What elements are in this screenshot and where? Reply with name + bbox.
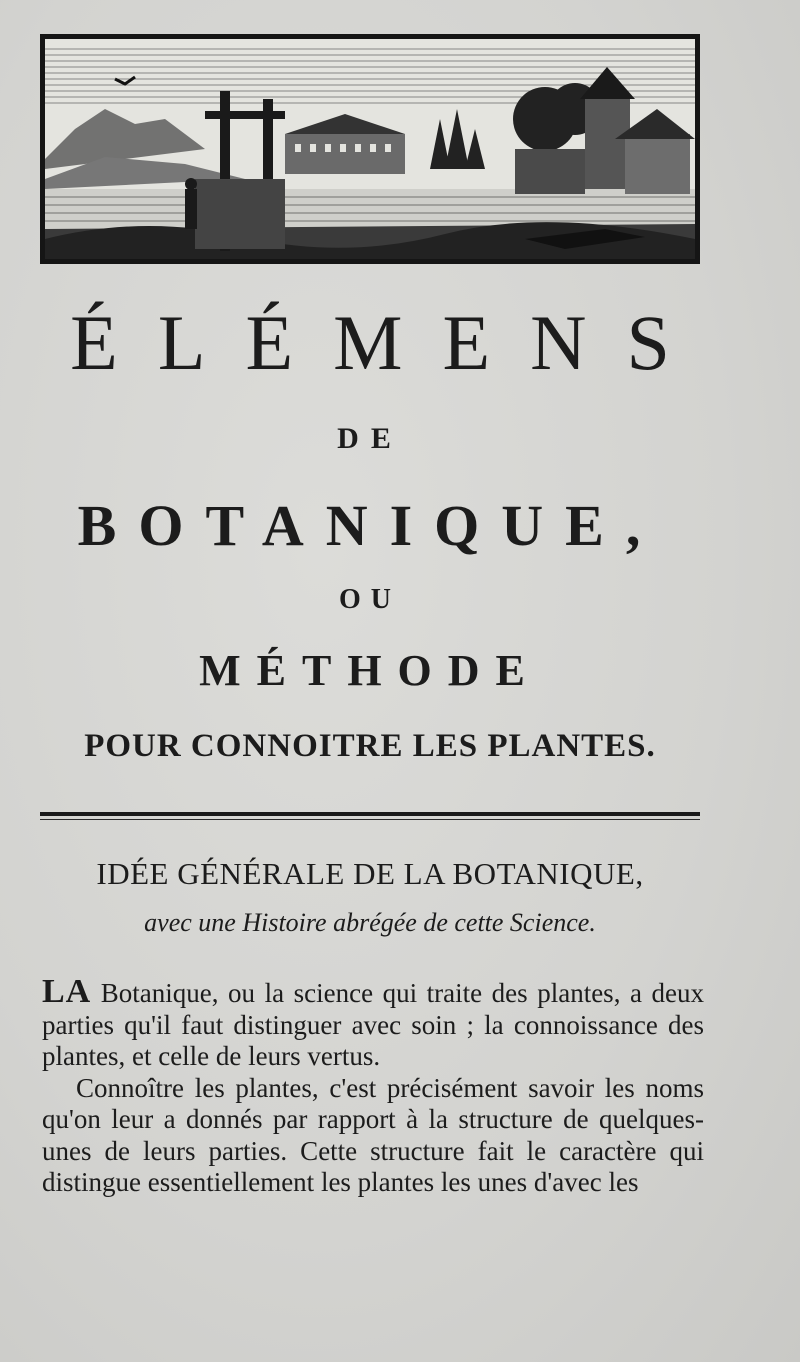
- title-pour-connoitre: POUR CONNOITRE LES PLANTES.: [84, 728, 656, 764]
- section-heading: IDÉE GÉNÉRALE DE LA BOTANIQUE,: [96, 856, 644, 891]
- title-methode: MÉTHODE: [199, 646, 541, 695]
- divider-thin: [40, 819, 700, 820]
- section-subheading: avec une Histoire abrégée de cette Science.: [144, 908, 596, 937]
- divider-thick: [40, 812, 700, 816]
- title-ou: OU: [339, 584, 401, 615]
- landscape-woodcut-icon: [45, 39, 695, 259]
- title-elemens: ÉLÉMENS: [70, 299, 710, 386]
- paragraph-1-text: Botanique, ou la science qui traite des plantes, a deux parties qu'il faut distinguer avec soin ; la connoissance des plantes, et celle de leurs vertus.: [42, 978, 704, 1071]
- headpiece-engraving: [40, 34, 700, 264]
- initial-letters: LA: [42, 973, 92, 1010]
- body-text: [42, 973, 704, 1199]
- paragraph-1: [42, 973, 704, 1073]
- title-de: DE: [337, 422, 403, 455]
- paragraph-2: Connoître les plantes, c'est précisément savoir les noms qu'on leur a donnés par rapport à la structure de quelques-unes de leurs parties. Cette structure fait le caractère qui distingue essentiellement les plantes les unes d'avec les: [42, 1072, 704, 1197]
- title-botanique: BOTANIQUE,: [77, 493, 663, 558]
